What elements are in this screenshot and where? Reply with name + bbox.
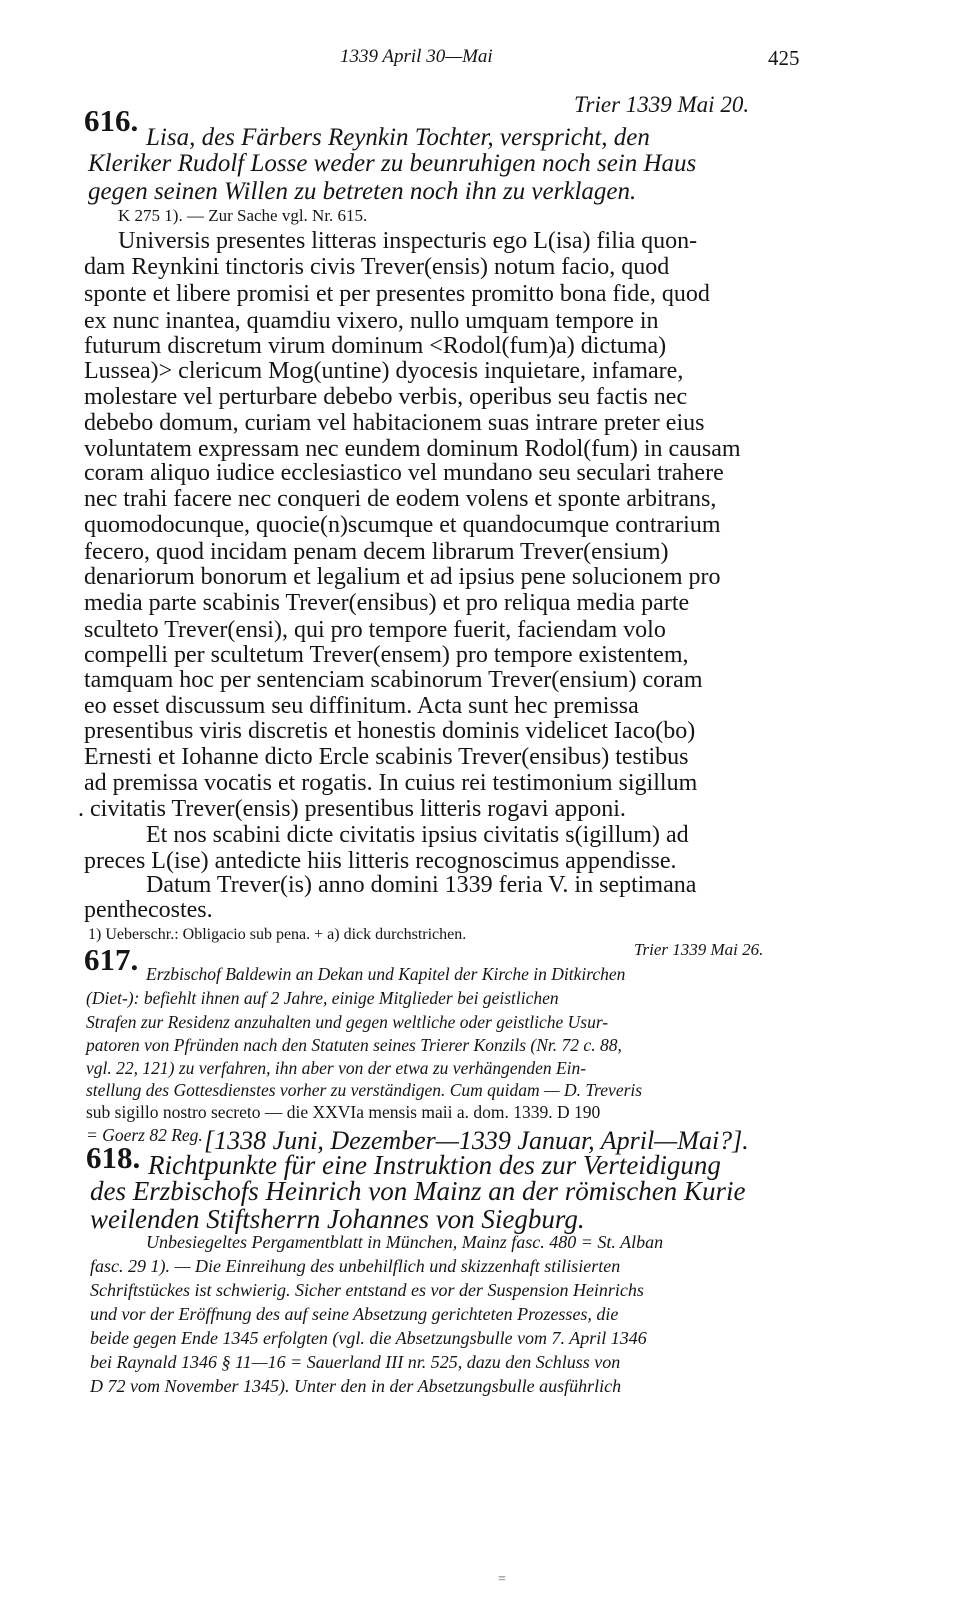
body-line: compelli per scultetum Trever(ensem) pro tempore existentem, bbox=[84, 642, 689, 668]
note-line-618: fasc. 29 1). — Die Einreihung des unbehilflich und skizzenhaft stilisierten bbox=[90, 1256, 621, 1276]
body-line: quomodocunque, quocie(n)scumque et quandocumque contrarium bbox=[84, 512, 721, 538]
place-date-617: Trier 1339 Mai 26. bbox=[634, 940, 764, 959]
note-line-618: D 72 vom November 1345). Unter den in der Absetzungsbulle ausführlich bbox=[90, 1376, 622, 1396]
text-line-617: (Diet-): befiehlt ihnen auf 2 Jahre, einige Mitglieder bei geistlichen bbox=[86, 988, 559, 1008]
text-line-617: Strafen zur Residenz anzuhalten und gegen weltliche oder geistliche Usur- bbox=[86, 1012, 609, 1032]
summary-line-618: des Erzbischofs Heinrich von Mainz an der römischen Kurie bbox=[90, 1176, 746, 1206]
body-line: debebo domum, curiam vel habitacionem suas intrare preter eius bbox=[84, 410, 705, 436]
body-line: Ernesti et Iohanne dicto Ercle scabinis Trever(ensibus) testibus bbox=[84, 744, 689, 770]
summary-line-616: Lisa, des Färbers Reynkin Tochter, verspricht, den bbox=[146, 124, 650, 151]
body-line: penthecostes. bbox=[84, 897, 213, 923]
body-line: sponte et libere promisi et per presentes promitto bona fide, quod bbox=[84, 281, 710, 307]
body-line: molestare vel perturbare debebo verbis, operibus seu factis nec bbox=[84, 384, 688, 410]
note-line-618: und vor der Eröffnung des auf seine Absetzung gerichteten Prozesses, die bbox=[90, 1304, 619, 1324]
text-line-617: stellung des Gottesdienstes vorher zu verständigen. Cum quidam — D. Treveris bbox=[86, 1080, 643, 1100]
summary-line-618: Richtpunkte für eine Instruktion des zur Verteidigung bbox=[148, 1150, 721, 1180]
summary-line-616: gegen seinen Willen zu betreten noch ihn zu verklagen. bbox=[88, 178, 637, 205]
body-line: Et nos scabini dicte civitatis ipsius civitatis s(igillum) ad bbox=[146, 822, 689, 848]
body-line: dam Reynkini tinctoris civis Trever(ensis) notum facio, quod bbox=[84, 254, 670, 280]
text-line-617: sub sigillo nostro secreto — die XXVIa mensis maii a. dom. 1339. D 190 bbox=[86, 1102, 601, 1122]
body-line: presentibus viris discretis et honestis dominis videlicet Iaco(bo) bbox=[84, 718, 696, 744]
running-header: 1339 April 30—Mai bbox=[340, 46, 493, 67]
body-line: sculteto Trever(ensi), qui pro tempore fuerit, faciendam volo bbox=[84, 617, 666, 643]
body-line: eo esset discussum seu diffinitum. Acta sunt hec premissa bbox=[84, 693, 639, 719]
place-date-616: Trier 1339 Mai 20. bbox=[574, 92, 750, 117]
body-line: . civitatis Trever(ensis) presentibus litteris rogavi apponi. bbox=[78, 796, 626, 822]
body-line: tamquam hoc per sentenciam scabinorum Trever(ensium) coram bbox=[84, 667, 703, 693]
note-line-618: beide gegen Ende 1345 erfolgten (vgl. die Absetzungsbulle vom 7. April 1346 bbox=[90, 1328, 647, 1348]
body-line: voluntatem expressam nec eundem dominum Rodol(fum) in causam bbox=[84, 436, 741, 462]
text-line-617: vgl. 22, 121) zu verfahren, ihn aber von der etwa zu verhängenden Ein- bbox=[86, 1058, 587, 1078]
page-number: 425 bbox=[768, 46, 800, 70]
body-line: preces L(ise) antedicte hiis litteris recognoscimus appendisse. bbox=[84, 848, 677, 874]
body-line: Universis presentes litteras inspecturis ego L(isa) filia quon- bbox=[118, 228, 698, 254]
body-line: denariorum bonorum et legalium et ad ipsius pene solucionem pro bbox=[84, 564, 721, 590]
bottom-mark: = bbox=[498, 1572, 506, 1587]
doc-number-616: 616. bbox=[84, 103, 139, 138]
body-line: Lussea)> clericum Mog(untine) dyocesis inquietare, infamare, bbox=[84, 358, 684, 384]
body-line: nec trahi facere nec conqueri de eodem volens et sponte arbitrans, bbox=[84, 486, 717, 512]
body-line: ad premissa vocatis et rogatis. In cuius rei testimonium sigillum bbox=[84, 770, 698, 796]
note-line-618: Unbesiegeltes Pergamentblatt in München, Mainz fasc. 480 = St. Alban bbox=[146, 1232, 664, 1252]
body-line: ex nunc inantea, quamdiu vixero, nullo umquam tempore in bbox=[84, 308, 659, 334]
note-line-618: bei Raynald 1346 § 11—16 = Sauerland III nr. 525, dazu den Schluss von bbox=[90, 1352, 621, 1372]
doc-number-618: 618. bbox=[86, 1140, 141, 1175]
text-line-617: = Goerz 82 Reg. bbox=[86, 1125, 203, 1145]
text-line-617: patoren von Pfründen nach den Statuten seines Trierer Konzils (Nr. 72 c. 88, bbox=[86, 1035, 622, 1055]
body-line: fecero, quod incidam penam decem librarum Trever(ensium) bbox=[84, 539, 669, 565]
body-line: media parte scabinis Trever(ensibus) et pro reliqua media parte bbox=[84, 590, 690, 616]
body-line: Datum Trever(is) anno domini 1339 feria V. in septimana bbox=[146, 872, 697, 898]
body-line: futurum discretum virum dominum <Rodol(fum)a) dictuma) bbox=[84, 333, 667, 359]
doc-number-617: 617. bbox=[84, 942, 139, 977]
summary-line-616: Kleriker Rudolf Losse weder zu beunruhigen noch sein Haus bbox=[88, 150, 697, 177]
note-line-618: Schriftstückes ist schwierig. Sicher entstand es vor der Suspension Heinrichs bbox=[90, 1280, 644, 1300]
footnote-616: 1) Ueberschr.: Obligacio sub pena. + a) dick durchstrichen. bbox=[88, 926, 467, 943]
place-date-618: [1338 Juni, Dezember—1339 Januar, April—Mai?]. bbox=[204, 1126, 749, 1155]
body-line: coram aliquo iudice ecclesiastico vel mundano seu seculari trahere bbox=[84, 460, 724, 486]
source-line-616: K 275 1). — Zur Sache vgl. Nr. 615. bbox=[118, 206, 368, 225]
summary-line-618: weilenden Stiftsherrn Johannes von Siegburg. bbox=[90, 1204, 585, 1234]
text-line-617: Erzbischof Baldewin an Dekan und Kapitel der Kirche in Ditkirchen bbox=[146, 964, 626, 984]
